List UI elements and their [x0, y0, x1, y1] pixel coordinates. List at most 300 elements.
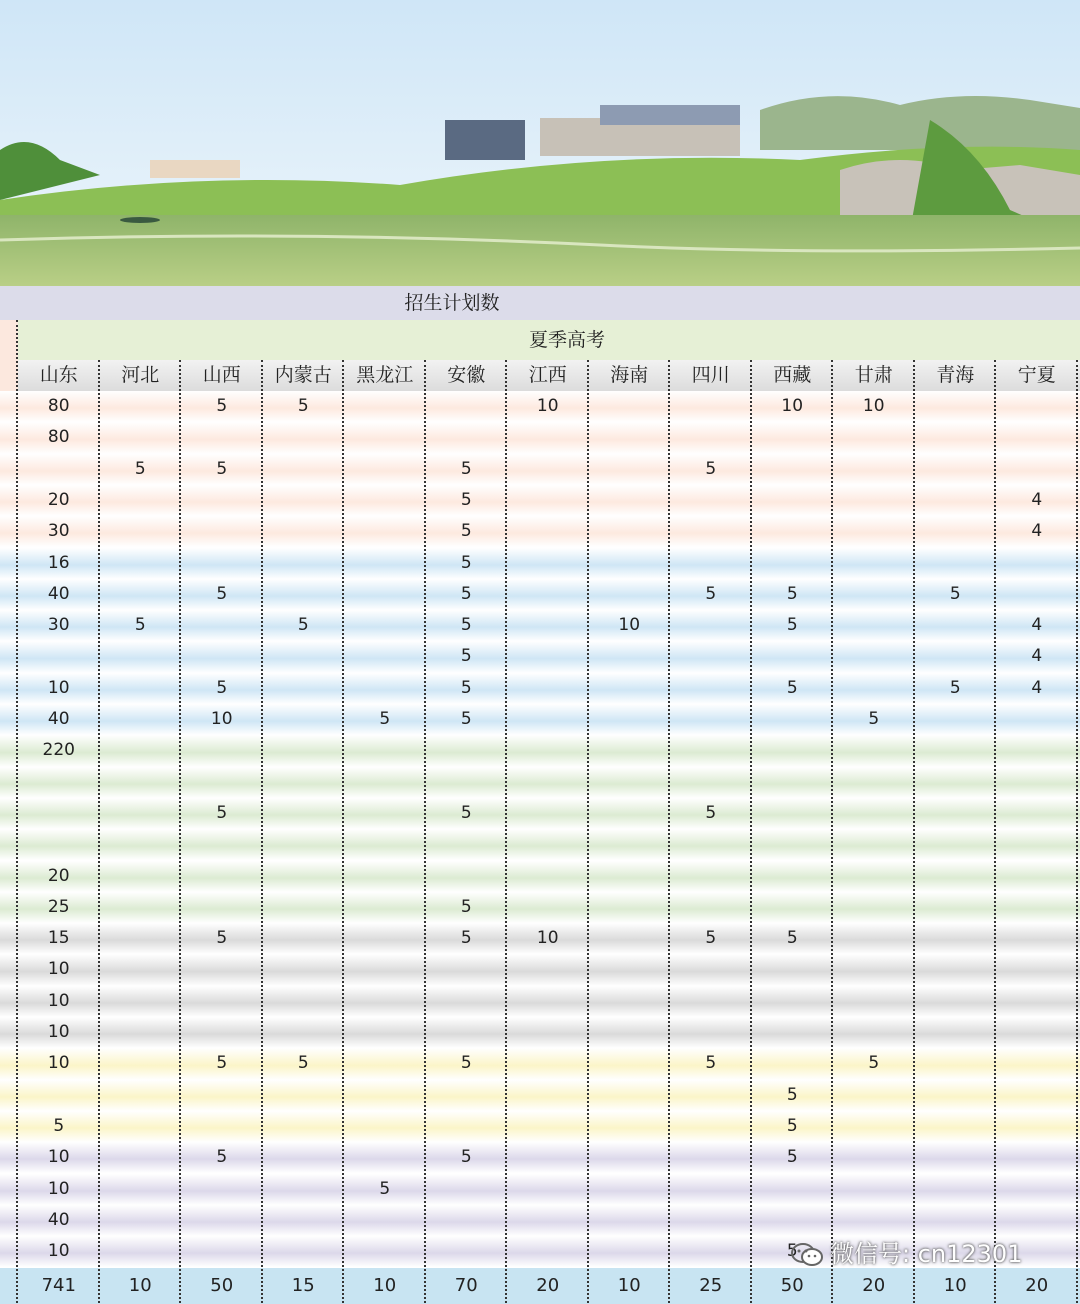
- table-cell: 220: [42, 740, 75, 761]
- total-cell: 50: [210, 1275, 234, 1297]
- table-cell: [833, 1080, 915, 1111]
- table-cell: [507, 422, 589, 453]
- table-cell: [181, 1205, 263, 1236]
- table-cell: [507, 610, 589, 641]
- table-cell: 4: [1031, 615, 1043, 636]
- table-cell: [507, 673, 589, 704]
- table-cell: [263, 829, 345, 860]
- table-cell: [670, 610, 752, 641]
- table-row: [0, 986, 1080, 1017]
- table-cell: [344, 548, 426, 579]
- total-cell: 50: [780, 1275, 804, 1297]
- table-cell: [263, 454, 345, 485]
- table-row: [0, 923, 1080, 954]
- table-cell: [833, 923, 915, 954]
- table-cell: [426, 1017, 508, 1048]
- table-cell: [507, 735, 589, 766]
- table-cell: [344, 391, 426, 422]
- table-cell: 5: [786, 1084, 798, 1105]
- province-header: 安徽: [447, 364, 486, 386]
- table-cell: 5: [379, 1178, 391, 1199]
- table-cell: [507, 641, 589, 672]
- table-cell: [344, 579, 426, 610]
- table-cell: 5: [216, 1147, 228, 1168]
- table-cell: [507, 548, 589, 579]
- table-cell: [670, 391, 752, 422]
- table-cell: [752, 548, 834, 579]
- column-divider: [98, 360, 100, 1303]
- table-cell: [915, 892, 997, 923]
- table-cell: [996, 454, 1078, 485]
- table-cell: [100, 954, 182, 985]
- table-cell: [670, 861, 752, 892]
- province-header: 河北: [121, 364, 160, 386]
- column-divider: [16, 320, 18, 1303]
- table-cell: [344, 1048, 426, 1079]
- province-header: 甘肃: [854, 364, 893, 386]
- table-cell: 5: [460, 489, 472, 510]
- table-cell: [589, 1142, 671, 1173]
- table-cell: 5: [786, 928, 798, 949]
- table-cell: [507, 986, 589, 1017]
- table-cell: [589, 1080, 671, 1111]
- column-divider: [831, 360, 833, 1303]
- table-cell: [100, 548, 182, 579]
- table-cell: [752, 1205, 834, 1236]
- table-cell: [263, 485, 345, 516]
- table-cell: [833, 1111, 915, 1142]
- table-cell: [181, 1111, 263, 1142]
- province-header: 西藏: [773, 364, 812, 386]
- table-cell: [344, 735, 426, 766]
- table-cell: [426, 1174, 508, 1205]
- table-cell: [507, 516, 589, 547]
- table-cell: [507, 798, 589, 829]
- province-header: 内蒙古: [274, 364, 332, 386]
- table-cell: [996, 735, 1078, 766]
- table-cell: [996, 548, 1078, 579]
- table-cell: [589, 422, 671, 453]
- table-cell: [426, 391, 508, 422]
- table-cell: [752, 1174, 834, 1205]
- table-cell: 5: [379, 709, 391, 729]
- table-cell: [507, 1080, 589, 1111]
- table-cell: [344, 485, 426, 516]
- table-cell: [752, 516, 834, 547]
- column-divider: [994, 360, 996, 1303]
- table-cell: [670, 1142, 752, 1173]
- table-cell: 10: [536, 928, 559, 949]
- table-cell: [100, 485, 182, 516]
- table-cell: [263, 986, 345, 1017]
- table-cell: [344, 1017, 426, 1048]
- province-header: 江西: [528, 364, 567, 386]
- table-cell: [915, 1017, 997, 1048]
- total-cell: 10: [617, 1275, 641, 1297]
- table-cell: 5: [460, 1053, 472, 1074]
- column-divider: [179, 360, 181, 1303]
- table-cell: [833, 798, 915, 829]
- table-row: [0, 391, 1080, 422]
- total-cell: 25: [699, 1275, 723, 1297]
- table-cell: [589, 704, 671, 735]
- table-cell: [670, 704, 752, 735]
- table-cell: [100, 579, 182, 610]
- table-row: [0, 673, 1080, 704]
- table-cell: [263, 1174, 345, 1205]
- table-cell: [915, 923, 997, 954]
- table-row: [0, 861, 1080, 892]
- table-cell: [344, 1142, 426, 1173]
- table-cell: 20: [47, 489, 70, 510]
- column-divider: [424, 360, 426, 1303]
- table-cell: [833, 610, 915, 641]
- table-cell: [915, 986, 997, 1017]
- table-cell: [752, 892, 834, 923]
- wechat-watermark: [790, 1238, 1022, 1270]
- table-cell: [100, 1142, 182, 1173]
- table-row: [0, 641, 1080, 672]
- table-cell: 10: [781, 396, 804, 416]
- table-cell: [833, 892, 915, 923]
- table-cell: [18, 1080, 100, 1111]
- table-cell: [915, 422, 997, 453]
- table-cell: [181, 1017, 263, 1048]
- table-cell: [100, 1017, 182, 1048]
- table-cell: [915, 1080, 997, 1111]
- table-cell: [670, 954, 752, 985]
- column-divider: [587, 360, 589, 1303]
- table-cell: [589, 861, 671, 892]
- table-cell: 40: [47, 709, 70, 729]
- table-cell: [100, 986, 182, 1017]
- table-row: [0, 610, 1080, 641]
- table-cell: [589, 391, 671, 422]
- table-cell: 10: [47, 1178, 70, 1199]
- table-cell: 4: [1031, 521, 1043, 542]
- table-cell: [263, 798, 345, 829]
- table-cell: [100, 516, 182, 547]
- table-cell: 10: [618, 615, 641, 636]
- table-cell: [263, 548, 345, 579]
- table-row: [0, 1142, 1080, 1173]
- table-cell: [344, 861, 426, 892]
- table-cell: 5: [786, 1241, 798, 1262]
- table-cell: [589, 579, 671, 610]
- table-cell: [100, 1205, 182, 1236]
- table-cell: [344, 829, 426, 860]
- table-cell: [507, 767, 589, 798]
- table-row: [0, 1017, 1080, 1048]
- table-cell: [833, 1205, 915, 1236]
- table-cell: [263, 1080, 345, 1111]
- table-cell: [181, 986, 263, 1017]
- table-cell: [344, 892, 426, 923]
- table-cell: [263, 516, 345, 547]
- table-cell: [589, 923, 671, 954]
- table-cell: [589, 1205, 671, 1236]
- table-cell: [670, 516, 752, 547]
- province-header-row: [18, 360, 1080, 391]
- table-cell: 5: [460, 583, 472, 604]
- table-cell: 80: [47, 427, 70, 448]
- table-cell: [507, 1236, 589, 1267]
- table-cell: [915, 767, 997, 798]
- column-divider: [342, 360, 344, 1303]
- table-cell: 4: [1031, 489, 1043, 510]
- table-cell: [100, 1236, 182, 1267]
- table-cell: [833, 954, 915, 985]
- table-cell: [100, 861, 182, 892]
- table-cell: 10: [47, 1053, 70, 1074]
- table-cell: [589, 892, 671, 923]
- table-cell: [507, 861, 589, 892]
- table-row: [0, 954, 1080, 985]
- plan-title: 招生计划数: [404, 292, 500, 314]
- table-cell: [996, 923, 1078, 954]
- table-cell: [996, 829, 1078, 860]
- table-cell: [507, 454, 589, 485]
- table-cell: [426, 1111, 508, 1142]
- table-cell: 5: [216, 1053, 228, 1074]
- table-cell: [263, 704, 345, 735]
- table-cell: [18, 829, 100, 860]
- table-cell: 5: [460, 615, 472, 636]
- table-cell: [507, 892, 589, 923]
- table-cell: 5: [216, 396, 228, 416]
- table-cell: [344, 516, 426, 547]
- table-cell: 5: [786, 615, 798, 636]
- table-cell: 5: [460, 521, 472, 542]
- table-cell: [670, 422, 752, 453]
- province-header: 山东: [39, 364, 78, 386]
- table-cell: 40: [47, 583, 70, 604]
- table-cell: [507, 485, 589, 516]
- table-row: [0, 579, 1080, 610]
- exam-type-title: 夏季高考: [528, 329, 605, 351]
- table-cell: [752, 829, 834, 860]
- table-cell: 5: [786, 1147, 798, 1168]
- table-cell: [915, 610, 997, 641]
- table-cell: [18, 641, 100, 672]
- table-cell: 5: [705, 928, 717, 949]
- table-cell: 5: [705, 458, 717, 479]
- table-cell: [915, 954, 997, 985]
- table-cell: [670, 673, 752, 704]
- table-cell: [915, 641, 997, 672]
- table-cell: [996, 798, 1078, 829]
- table-cell: [996, 954, 1078, 985]
- table-cell: [344, 610, 426, 641]
- table-cell: [996, 767, 1078, 798]
- table-cell: 10: [47, 1022, 70, 1042]
- table-cell: [263, 923, 345, 954]
- table-cell: [181, 641, 263, 672]
- table-cell: [344, 641, 426, 672]
- table-cell: [181, 1174, 263, 1205]
- table-cell: [589, 485, 671, 516]
- table-cell: [915, 516, 997, 547]
- watermark-text: 微信号: cn12301: [830, 1240, 1023, 1268]
- table-cell: 5: [216, 677, 228, 698]
- column-divider: [668, 360, 670, 1303]
- table-cell: 5: [460, 896, 472, 917]
- table-cell: [996, 1174, 1078, 1205]
- table-cell: 5: [460, 458, 472, 479]
- table-cell: [100, 1111, 182, 1142]
- table-cell: [589, 1111, 671, 1142]
- table-cell: [426, 1080, 508, 1111]
- column-divider: [505, 360, 507, 1303]
- table-cell: 10: [47, 1147, 70, 1168]
- table-cell: [589, 1236, 671, 1267]
- table-cell: [752, 798, 834, 829]
- table-cell: 10: [536, 396, 559, 416]
- total-cell: 10: [373, 1275, 397, 1297]
- table-cell: 20: [47, 865, 70, 886]
- table-cell: [915, 485, 997, 516]
- table-cell: [670, 1080, 752, 1111]
- table-cell: 10: [47, 1241, 70, 1262]
- table-cell: [589, 735, 671, 766]
- table-row: [0, 892, 1080, 923]
- table-cell: [996, 1080, 1078, 1111]
- table-cell: [263, 1111, 345, 1142]
- table-cell: [833, 422, 915, 453]
- table-cell: [670, 829, 752, 860]
- table-cell: [670, 1017, 752, 1048]
- province-header: 山西: [202, 364, 241, 386]
- table-cell: [589, 986, 671, 1017]
- table-row: [0, 1048, 1080, 1079]
- table-cell: [507, 1017, 589, 1048]
- table-cell: [344, 923, 426, 954]
- table-cell: [752, 704, 834, 735]
- table-cell: [996, 986, 1078, 1017]
- table-cell: 5: [460, 677, 472, 698]
- table-cell: [833, 641, 915, 672]
- table-cell: 5: [134, 615, 146, 636]
- table-cell: [915, 1174, 997, 1205]
- table-cell: [996, 1205, 1078, 1236]
- table-cell: 16: [47, 552, 70, 573]
- wechat-icon: [790, 1241, 824, 1269]
- table-cell: [100, 704, 182, 735]
- plan-title-bar: [0, 286, 1080, 320]
- table-cell: [589, 954, 671, 985]
- table-cell: [833, 1017, 915, 1048]
- table-cell: [100, 892, 182, 923]
- table-cell: [752, 1048, 834, 1079]
- table-cell: [344, 1236, 426, 1267]
- table-cell: [344, 1205, 426, 1236]
- table-cell: [507, 829, 589, 860]
- column-divider: [1076, 360, 1078, 1303]
- table-cell: 5: [297, 615, 309, 636]
- exam-type-bar: [18, 320, 1080, 360]
- table-cell: 30: [47, 521, 70, 542]
- column-divider: [750, 360, 752, 1303]
- table-cell: 5: [786, 583, 798, 604]
- table-cell: [915, 454, 997, 485]
- table-cell: [507, 579, 589, 610]
- table-cell: [100, 735, 182, 766]
- table-cell: [833, 1174, 915, 1205]
- table-cell: [426, 861, 508, 892]
- table-cell: 25: [47, 896, 70, 917]
- total-cell: 10: [943, 1275, 967, 1297]
- table-cell: [589, 829, 671, 860]
- table-cell: [589, 641, 671, 672]
- table-cell: [915, 391, 997, 422]
- table-cell: [426, 829, 508, 860]
- table-cell: [833, 673, 915, 704]
- table-cell: [344, 954, 426, 985]
- table-cell: 5: [297, 396, 309, 416]
- table-row: [0, 1111, 1080, 1142]
- table-cell: [996, 861, 1078, 892]
- table-cell: [263, 735, 345, 766]
- table-cell: [507, 1142, 589, 1173]
- table-cell: [344, 422, 426, 453]
- table-cell: [833, 986, 915, 1017]
- table-row: [0, 548, 1080, 579]
- table-cell: 5: [216, 802, 228, 823]
- table-cell: [181, 1236, 263, 1267]
- table-cell: [507, 1111, 589, 1142]
- table-cell: [181, 422, 263, 453]
- table-cell: [670, 641, 752, 672]
- total-cell: 70: [454, 1275, 478, 1297]
- table-row: [0, 1205, 1080, 1236]
- table-cell: [426, 422, 508, 453]
- table-cell: [263, 1017, 345, 1048]
- table-cell: [263, 1236, 345, 1267]
- province-header: 青海: [936, 364, 975, 386]
- table-cell: [670, 1205, 752, 1236]
- table-cell: [670, 548, 752, 579]
- table-cell: [263, 861, 345, 892]
- table-cell: [752, 1017, 834, 1048]
- table-cell: [670, 1236, 752, 1267]
- table-cell: 5: [216, 458, 228, 479]
- table-cell: [915, 548, 997, 579]
- table-cell: 30: [47, 615, 70, 636]
- table-cell: [18, 767, 100, 798]
- table-cell: [100, 767, 182, 798]
- table-cell: [181, 1080, 263, 1111]
- table-row: [0, 1174, 1080, 1205]
- table-cell: [100, 673, 182, 704]
- table-cell: [670, 485, 752, 516]
- table-cell: [589, 1174, 671, 1205]
- table-cell: [833, 454, 915, 485]
- table-cell: [181, 735, 263, 766]
- table-cell: [181, 516, 263, 547]
- table-cell: [670, 892, 752, 923]
- total-cell: 15: [291, 1275, 315, 1297]
- total-cell: 10: [128, 1275, 152, 1297]
- table-cell: [833, 1142, 915, 1173]
- table-cell: [589, 548, 671, 579]
- total-cell: 20: [1025, 1275, 1049, 1297]
- table-cell: [752, 986, 834, 1017]
- table-cell: 5: [705, 583, 717, 604]
- table-cell: [915, 798, 997, 829]
- table-cell: [915, 861, 997, 892]
- table-cell: [100, 1048, 182, 1079]
- table-cell: [833, 735, 915, 766]
